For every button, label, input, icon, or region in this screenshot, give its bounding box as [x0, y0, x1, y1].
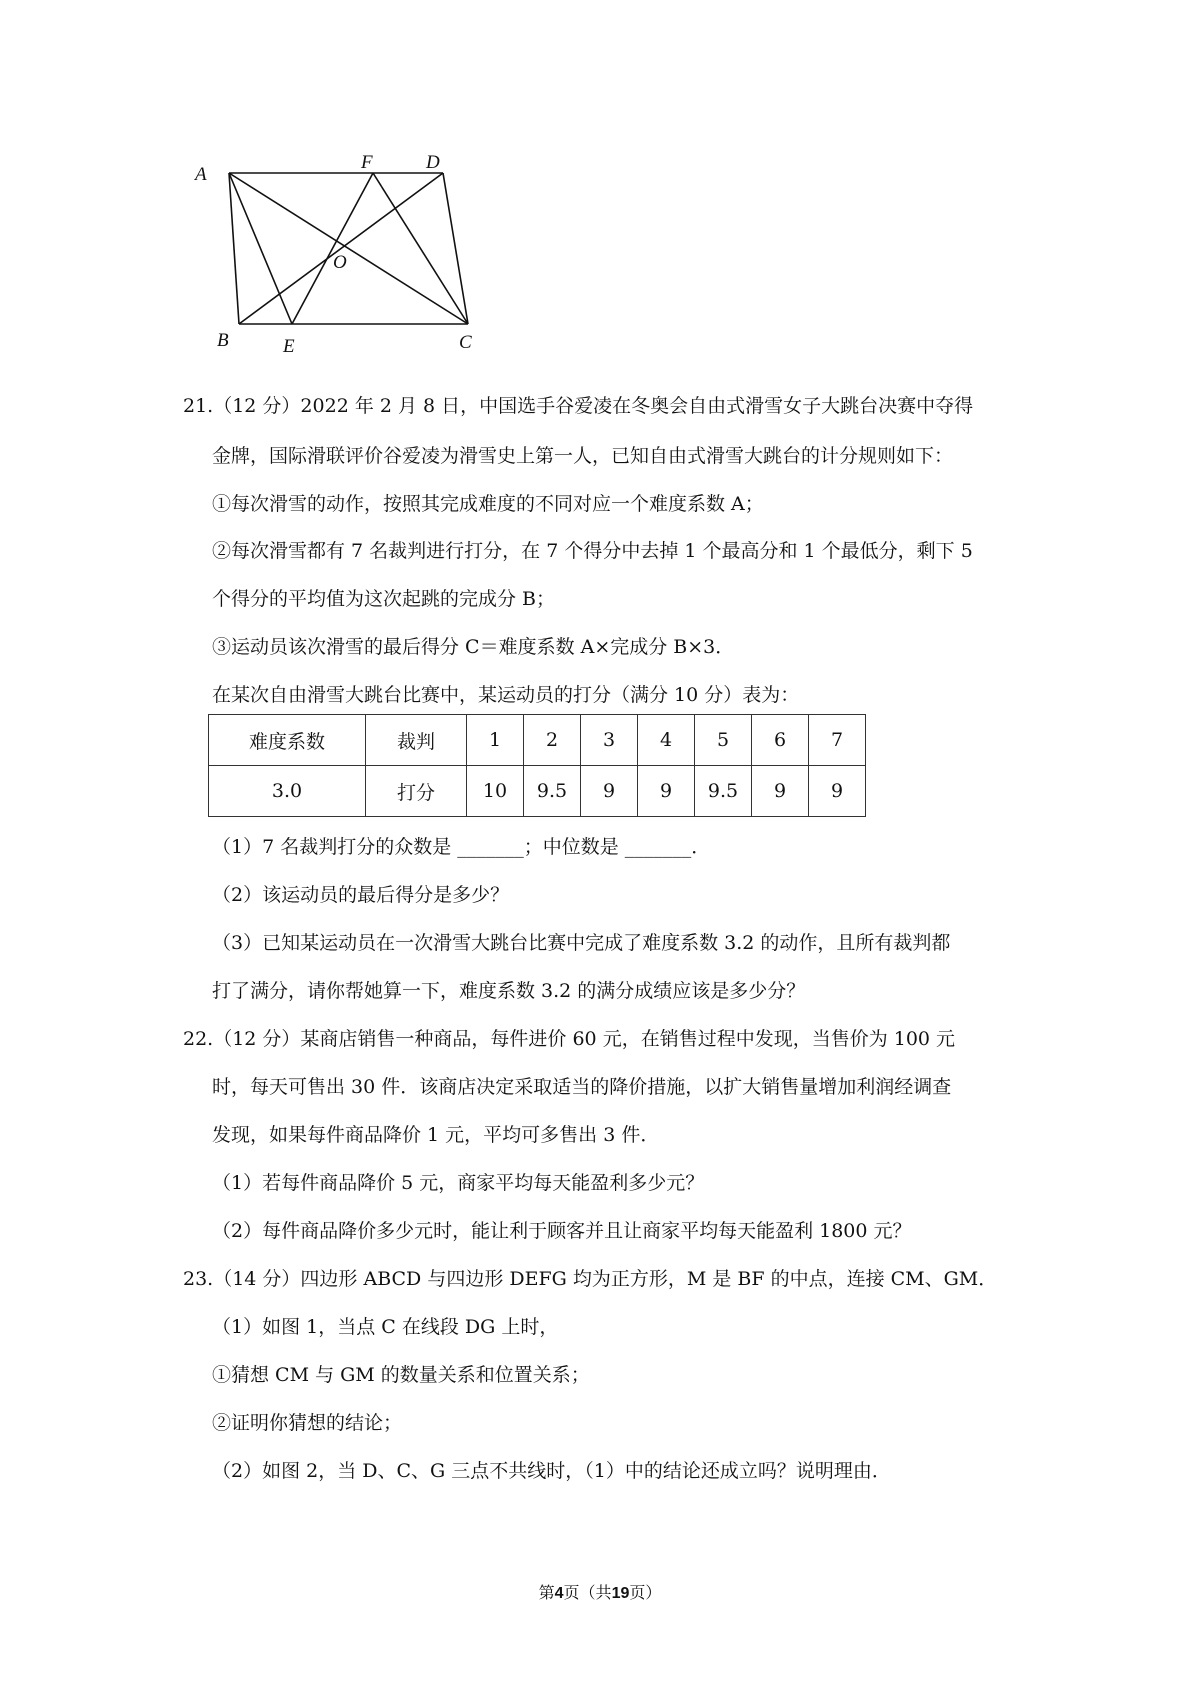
- label-E: E: [283, 336, 295, 357]
- edge-DC: [443, 173, 468, 324]
- table-cell: 3.0: [209, 766, 366, 817]
- q22-line1: 22.（12 分）某商店销售一种商品，每件进价 60 元，在销售过程中发现，当售价为 100 元: [183, 1028, 956, 1050]
- segment-FC: [373, 173, 468, 324]
- figure-svg: [195, 152, 525, 360]
- table-cell: 4: [638, 715, 695, 766]
- table-cell: 9: [581, 766, 638, 817]
- table-cell: 10: [467, 766, 524, 817]
- page-footer: [0, 1580, 1200, 1603]
- table-cell: 7: [809, 715, 866, 766]
- q21-rule2a: ②每次滑雪都有 7 名裁判进行打分，在 7 个得分中去掉 1 个最高分和 1 个最低分，剩下 5: [212, 540, 973, 562]
- table-cell: 2: [524, 715, 581, 766]
- q21-rule3: ③运动员该次滑雪的最后得分 C＝难度系数 A×完成分 B×3．: [212, 636, 735, 658]
- q23-sub2: （2）如图 2，当 D、C、G 三点不共线时，（1）中的结论还成立吗？说明理由．: [212, 1460, 891, 1482]
- table-cell: 裁判: [366, 715, 467, 766]
- q21-sub3a: （3）已知某运动员在一次滑雪大跳台比赛中完成了难度系数 3.2 的动作，且所有裁判都: [212, 932, 951, 954]
- q21-line2: 金牌，国际滑联评价谷爱凌为滑雪史上第一人，已知自由式滑雪大跳台的计分规则如下：: [212, 445, 954, 467]
- footer-page-number: 4: [554, 1585, 564, 1602]
- label-F: F: [361, 152, 373, 173]
- q21-rule2b: 个得分的平均值为这次起跳的完成分 B；: [212, 588, 556, 610]
- table-cell: 9.5: [524, 766, 581, 817]
- table-cell: 1: [467, 715, 524, 766]
- table-cell: 9: [809, 766, 866, 817]
- q23-sub1a: ①猜想 CM 与 GM 的数量关系和位置关系；: [212, 1364, 590, 1386]
- table-cell: 难度系数: [209, 715, 366, 766]
- label-O: O: [333, 252, 347, 273]
- segment-AE: [229, 173, 292, 324]
- table-row: [209, 766, 866, 817]
- q21-sub1: （1）7 名裁判打分的众数是 _______；中位数是 _______．: [212, 836, 711, 858]
- q22-sub2: （2）每件商品降价多少元时，能让利于顾客并且让商家平均每天能盈利 1800 元？: [212, 1220, 912, 1242]
- score-table: [208, 714, 866, 817]
- q21-sub3b: 打了满分，请你帮她算一下，难度系数 3.2 的满分成绩应该是多少分？: [212, 980, 806, 1002]
- table-cell: 9.5: [695, 766, 752, 817]
- footer-post: 页）: [629, 1583, 662, 1602]
- footer-total-pages: 19: [611, 1585, 630, 1602]
- table-row: [209, 715, 866, 766]
- edge-AB: [229, 173, 239, 324]
- label-D: D: [426, 152, 440, 173]
- table-cell: 9: [752, 766, 809, 817]
- parallelogram-figure: [195, 152, 525, 360]
- q21-line1: 21.（12 分）2022 年 2 月 8 日，中国选手谷爱凌在冬奥会自由式滑雪女子大跳台决赛中夺得: [183, 395, 974, 417]
- q22-sub1: （1）若每件商品降价 5 元，商家平均每天能盈利多少元？: [212, 1172, 705, 1194]
- q23-sub1: （1）如图 1，当点 C 在线段 DG 上时，: [212, 1316, 559, 1338]
- q21-rule1: ①每次滑雪的动作，按照其完成难度的不同对应一个难度系数 A；: [212, 493, 764, 515]
- table-cell: 5: [695, 715, 752, 766]
- q23-sub1b: ②证明你猜想的结论；: [212, 1412, 403, 1434]
- q21-sub2: （2）该运动员的最后得分是多少？: [212, 884, 510, 906]
- diagonal-AC: [229, 173, 468, 324]
- table-cell: 9: [638, 766, 695, 817]
- footer-pre: 第: [538, 1583, 555, 1602]
- footer-mid: 页（共: [563, 1583, 612, 1602]
- q23-line1: 23.（14 分）四边形 ABCD 与四边形 DEFG 均为正方形，M 是 BF 的中点，连接 CM、GM．: [183, 1268, 998, 1290]
- segment-EF: [292, 173, 373, 324]
- q22-line2: 时，每天可售出 30 件．该商店决定采取适当的降价措施，以扩大销售量增加利润经调查: [212, 1076, 952, 1098]
- table-cell: 6: [752, 715, 809, 766]
- label-B: B: [217, 330, 229, 351]
- diagonal-BD: [239, 173, 443, 324]
- table-cell: 3: [581, 715, 638, 766]
- label-A: A: [195, 164, 207, 185]
- table-cell: 打分: [366, 766, 467, 817]
- q21-intro: 在某次自由滑雪大跳台比赛中，某运动员的打分（满分 10 分）表为：: [212, 684, 800, 706]
- label-C: C: [459, 332, 472, 353]
- q22-line3: 发现，如果每件商品降价 1 元，平均可多售出 3 件．: [212, 1124, 660, 1146]
